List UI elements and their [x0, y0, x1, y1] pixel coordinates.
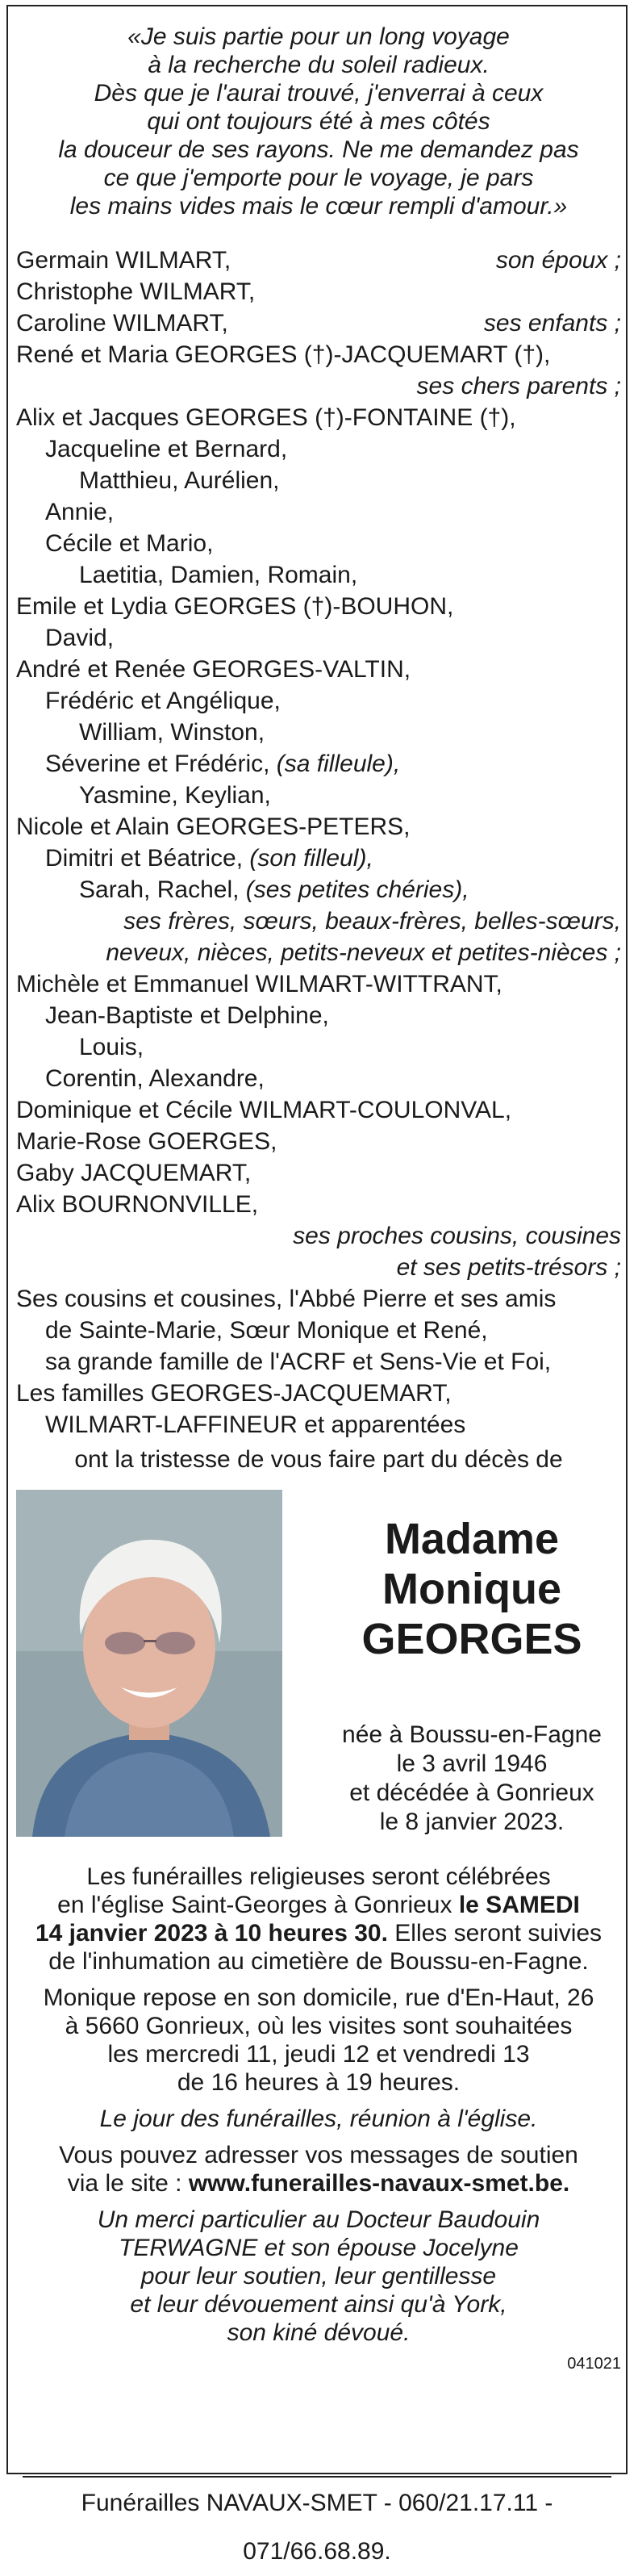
text-line: via le site : — [67, 2170, 182, 2197]
funeral-home-footer: Funérailles NAVAUX-SMET - 060/21.17.11 - 071/66.68.89. — [81, 2490, 553, 2565]
text-line: à 5660 Gonrieux, où les visites sont souhaitées — [65, 2013, 573, 2039]
poem-line: qui ont toujours été à mes côtés — [147, 108, 490, 135]
poem-line: «Je suis partie pour un long voyage — [127, 23, 510, 50]
family-row: Marie-Rose GOERGES, — [16, 1128, 277, 1155]
text-line: Elles seront suivies — [394, 1920, 603, 1947]
family-row: Jacqueline et Bernard, — [45, 436, 288, 462]
text-bold: le SAMEDI — [458, 1892, 580, 1918]
relation-label: et ses petits-trésors ; — [396, 1254, 621, 1281]
family-row: Les familles GEORGES-JACQUEMART, — [16, 1380, 452, 1407]
family-row: Alix et Jacques GEORGES (†)-FONTAINE (†), — [16, 404, 516, 431]
poem-line: Dès que je l'aurai trouvé, j'enverrai à ceux — [94, 80, 544, 107]
deceased-name-block — [323, 1514, 621, 1837]
family-row: René et Maria GEORGES (†)-JACQUEMART (†), — [16, 341, 551, 368]
birth-place: née à Boussu-en-Fagne — [342, 1721, 602, 1748]
family-name: Germain WILMART, — [16, 247, 231, 274]
text-line: Monique repose en son domicile, rue d'En-Haut, 26 — [43, 1984, 594, 2011]
relation-label: ses enfants ; — [483, 310, 621, 337]
text-line: de 16 heures à 19 heures. — [177, 2069, 461, 2096]
poem-line: la douceur de ses rayons. Ne me demandez pas — [58, 136, 579, 163]
family-row — [16, 748, 621, 780]
family-row: Christophe WILMART, — [16, 278, 256, 305]
family-row: Matthieu, Aurélien, — [79, 467, 280, 494]
relation-label: ses chers parents ; — [416, 373, 621, 399]
obituary-frame — [6, 5, 628, 2474]
text-line: et leur dévouement ainsi qu'à York, — [130, 2291, 507, 2318]
family-row: Yasmine, Keylian, — [79, 782, 271, 809]
death-date: le 8 janvier 2023. — [379, 1809, 565, 1835]
death-place: et décédée à Gonrieux — [349, 1779, 594, 1806]
family-row: Dominique et Cécile WILMART-COULONVAL, — [16, 1097, 512, 1123]
text-line: en l'église Saint-Georges à Gonrieux — [57, 1892, 452, 1918]
text-line: son kiné dévoué. — [227, 2319, 411, 2346]
family-row — [16, 874, 621, 905]
website-link[interactable]: www.funerailles-navaux-smet.be. — [188, 2170, 570, 2197]
condolence-info — [16, 2141, 621, 2198]
family-name: Séverine et Frédéric, — [45, 751, 270, 777]
deceased-title: Madame — [384, 1515, 560, 1563]
family-row: André et Renée GEORGES-VALTIN, — [16, 656, 411, 683]
family-name: Dimitri et Béatrice, — [45, 845, 244, 872]
portrait-photo — [16, 1490, 282, 1837]
family-row: Alix BOURNONVILLE, — [16, 1191, 259, 1218]
text-line: Les funérailles religieuses seront célébrées — [86, 1863, 551, 1890]
thanks-note — [16, 2206, 621, 2347]
poem-line: les mains vides mais le cœur rempli d'amour.» — [69, 193, 568, 220]
text-line: de l'inhumation au cimetière de Boussu-en-Fagne. — [48, 1948, 589, 1975]
family-row: Corentin, Alexandre, — [45, 1065, 265, 1092]
funeral-ceremony — [16, 1863, 621, 1976]
family-row: de Sainte-Marie, Sœur Monique et René, — [45, 1317, 488, 1344]
family-row: Frédéric et Angélique, — [45, 688, 281, 714]
obituary-content — [16, 23, 621, 2373]
funeral-details — [16, 1863, 621, 2347]
family-row: sa grande famille de l'ACRF et Sens-Vie et Foi, — [45, 1349, 552, 1375]
relation-label: ses proches cousins, cousines — [293, 1223, 621, 1249]
text-line: Un merci particulier au Docteur Baudouin — [97, 2206, 540, 2233]
family-row: David, — [45, 625, 115, 651]
family-row: WILMART-LAFFINEUR et apparentées — [45, 1411, 466, 1438]
footer-divider — [23, 2476, 611, 2478]
family-name: Sarah, Rachel, — [79, 876, 240, 903]
family-row: William, Winston, — [79, 719, 265, 746]
family-row: Nicole et Alain GEORGES-PETERS, — [16, 813, 411, 840]
birth-date: le 3 avril 1946 — [396, 1750, 548, 1777]
family-name: Caroline WILMART, — [16, 310, 228, 337]
family-row — [16, 245, 621, 276]
family-row: Cécile et Mario, — [45, 530, 214, 557]
relation-note: (ses petites chéries), — [245, 876, 469, 903]
family-list — [16, 245, 621, 1441]
text-line: Vous pouvez adresser vos messages de soutien — [59, 2142, 578, 2168]
text-bold: 14 janvier 2023 à 10 heures 30. — [35, 1920, 388, 1947]
reference-code: 041021 — [567, 2355, 621, 2373]
poem — [16, 23, 621, 220]
life-dates — [323, 1721, 621, 1837]
family-row: Annie, — [45, 499, 115, 525]
family-row: Emile et Lydia GEORGES (†)-BOUHON, — [16, 593, 454, 620]
family-row: Gaby JACQUEMART, — [16, 1160, 252, 1186]
family-row: Michèle et Emmanuel WILMART-WITTRANT, — [16, 971, 502, 997]
family-row — [16, 307, 621, 339]
poem-line: ce que j'emporte pour le voyage, je pars — [103, 165, 534, 191]
relation-label: ses frères, sœurs, beaux-frères, belles-sœurs, — [123, 908, 621, 935]
relation-label: neveux, nièces, petits-neveux et petites-nièces ; — [106, 939, 621, 966]
deceased-block — [16, 1490, 621, 1845]
visitation-info — [16, 1984, 621, 2097]
announcement: ont la tristesse de vous faire part du décès de — [74, 1446, 563, 1473]
text-line: TERWAGNE et son épouse Jocelyne — [119, 2235, 519, 2261]
relation-note: (sa filleule), — [276, 751, 401, 777]
text-line: pour leur soutien, leur gentillesse — [140, 2263, 497, 2290]
relation-note: (son filleul), — [249, 845, 373, 872]
family-row: Jean-Baptiste et Delphine, — [45, 1002, 329, 1029]
poem-line: à la recherche du soleil radieux. — [148, 52, 490, 78]
family-row — [16, 843, 621, 874]
deceased-last-name: GEORGES — [361, 1615, 582, 1663]
family-row: Laetitia, Damien, Romain, — [79, 562, 358, 588]
text-line: les mercredi 11, jeudi 12 et vendredi 13 — [107, 2041, 530, 2068]
family-row: Louis, — [79, 1034, 144, 1060]
relation-label: son époux ; — [495, 247, 621, 274]
deceased-first-name: Monique — [382, 1565, 561, 1613]
meeting-note: Le jour des funérailles, réunion à l'église. — [99, 2106, 538, 2132]
family-row: Ses cousins et cousines, l'Abbé Pierre et ses amis — [16, 1286, 557, 1312]
